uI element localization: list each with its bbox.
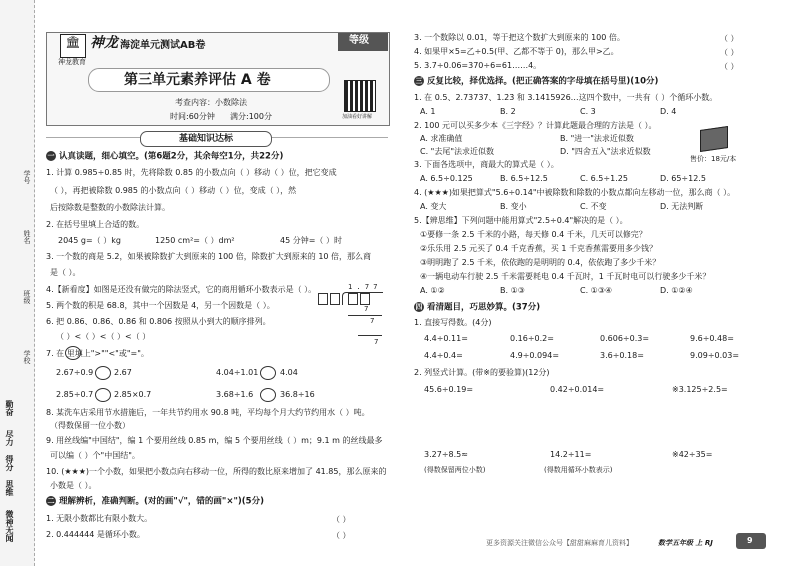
footer-book: 数学五年级 上 RJ [658, 539, 713, 547]
q7-circle-1[interactable] [95, 366, 111, 380]
q7-item-2: 2.67 [114, 368, 132, 377]
section-2-heading [46, 496, 264, 508]
calc-1-4[interactable]: 9.6÷0.48= [690, 334, 734, 343]
q7-heading-circle [65, 346, 81, 360]
q9-line1: 9. 用丝线编"中国结"，编 1 个要用丝线 0.85 m，编 5 个要用丝线（ ）m；9.1 m 的丝线最多 [46, 436, 383, 445]
q2a: 2045 g=（ ）kg [58, 236, 121, 245]
sidebar-name: 姓名 [23, 230, 31, 244]
page-title: 第三单元素养评估 A 卷 [124, 72, 271, 88]
division-row-1: 7 [364, 305, 369, 313]
choice-5-item-3: ③明明跑了 2.5 千米，依依跑的是明明的 0.4，依依跑了多少千米？ [420, 258, 661, 267]
choice-4-c[interactable]: C. 不变 [580, 202, 607, 211]
choice-5-b[interactable]: B. ①③ [500, 286, 525, 295]
choice-5-item-4: ④一辆电动车行驶 2.5 千米需要耗电 0.4 千瓦时，1 千瓦时电可以行驶多少千米？ [420, 272, 711, 281]
calc-1-2[interactable]: 0.16÷0.2= [510, 334, 554, 343]
sidebar-class: 班级 [23, 290, 31, 304]
calc-2-5[interactable]: 14.2÷11= [550, 450, 592, 459]
choice-4-a[interactable]: A. 变大 [420, 202, 447, 211]
section-banner [140, 131, 272, 147]
brand-name: 神龙 [90, 35, 118, 51]
judge-3: 3. 一个数除以 0.01，等于把这个数扩大到原来的 100 倍。 [414, 33, 625, 42]
choice-5-c[interactable]: C. ①③④ [580, 286, 613, 295]
sidebar-school: 学校 [23, 350, 31, 364]
q10-line2: 小数是（ ）。 [50, 481, 97, 490]
choice-1-a[interactable]: A. 1 [420, 107, 436, 116]
calc-2-note-2: (得数用循环小数表示) [544, 466, 613, 474]
division-quotient: 1 . 7 7 [348, 283, 378, 291]
choice-5-d[interactable]: D. ①②④ [660, 286, 693, 295]
judge-2-answer[interactable]: （ ） [332, 531, 351, 540]
scope: 考查内容：小数除法 [175, 98, 247, 107]
sidebar-slogan-1: 勤奋 [5, 400, 14, 416]
q7-circle-3[interactable] [95, 388, 111, 402]
sidebar-slogan-4: 思维 [5, 480, 14, 496]
q7-item-3: 4.04÷1.01 [216, 368, 259, 377]
q2: 2. 在括号里填上合适的数。 [46, 220, 145, 229]
division-box-3 [348, 293, 358, 305]
section-3-text: 反复比较，择优选择。(把正确答案的字母填在括号里)(10分) [427, 76, 659, 87]
division-box-1 [318, 293, 328, 305]
calc-2-6[interactable]: ※42÷35= [672, 450, 713, 459]
division-line-2 [358, 335, 382, 336]
q4: 4.【新看度】如图是还没有做完的除法竖式，它的商用循环小数表示是（ ）。 [46, 285, 317, 294]
judge-3-answer[interactable]: （ ） [720, 34, 739, 43]
book-icon [700, 126, 728, 152]
judge-4: 4. 如果甲×5=乙÷0.5(甲、乙都不等于 0)，那么甲>乙。 [414, 47, 619, 56]
judge-4-answer[interactable]: （ ） [720, 48, 739, 57]
section-number-icon: 二 [47, 497, 55, 505]
section-number-icon: 一 [47, 152, 55, 160]
choice-1-d[interactable]: D. 4 [660, 107, 677, 116]
sidebar-slogan-3: 得分 [5, 455, 14, 471]
choice-4-d[interactable]: D. 无法判断 [660, 202, 704, 211]
calc-1-3[interactable]: 0.606÷0.3= [600, 334, 650, 343]
calc-1-heading: 1. 直接写得数。(4分) [414, 318, 492, 327]
q7-circle-2[interactable] [260, 366, 276, 380]
choice-3-d[interactable]: D. 65÷12.5 [660, 174, 706, 183]
choice-3: 3. 下面各选项中，商最大的算式是（ ）。 [414, 160, 559, 169]
section-number-icon: 四 [415, 303, 423, 311]
choice-2-d[interactable]: D. "四舍五入"法求近似数 [560, 147, 651, 156]
choice-5: 5.【辨思维】下列问题中能用算式"2.5÷0.4"解决的是（ ）。 [414, 216, 628, 225]
q6-line2: （ ）<（ ）<（ ）<（ ） [56, 332, 151, 341]
logo: 🏛 [60, 34, 86, 58]
score: 满分:100分 [230, 112, 272, 121]
calc-1-1[interactable]: 4.4÷0.11= [424, 334, 468, 343]
calc-2-note-1: (得数保留两位小数) [424, 466, 486, 474]
division-box-2 [330, 293, 340, 305]
sidebar-bottom: 微神无闻 [5, 510, 14, 542]
choice-4-b[interactable]: B. 变小 [500, 202, 527, 211]
logo-caption: 神龙教育 [58, 58, 86, 66]
division-figure [318, 283, 388, 353]
choice-1: 1. 在 0.5、2.73737、1.2̇3̇ 和 3.1415926…这四个数中，一共有（ ）个循环小数。 [414, 93, 718, 102]
q8-line1: 8. 某洗车店采用节水措施后，一年共节约用水 90.8 吨，平均每个月大约节约用水（ ）吨。 [46, 408, 370, 417]
choice-4: 4. (★★★)如果把算式"5.6÷0.14"中被除数和除数的小数点都向左移动一位，那么商（ ）。 [414, 188, 736, 197]
calc-1-6[interactable]: 4.9÷0.094= [510, 351, 560, 360]
choice-5-a[interactable]: A. ①② [420, 286, 445, 295]
q7-item-7: 3.68÷1.6 [216, 390, 254, 399]
calc-1-7[interactable]: 3.6÷0.18= [600, 351, 644, 360]
q1-line3: 后按除数是整数的小数除法计算。 [50, 203, 170, 212]
q7-item-6: 2.85×0.7 [114, 390, 152, 399]
q3-line2: 是（ ）。 [50, 268, 81, 277]
sidebar-slogan-2: 尽力 [5, 430, 14, 446]
q7: 7. 在 里填上">""<"或"="。 [46, 349, 149, 358]
section-number-icon: 三 [415, 77, 423, 85]
choice-2-a[interactable]: A. 求准确值 [420, 134, 463, 143]
choice-3-b[interactable]: B. 6.5÷12.5 [500, 174, 548, 183]
judge-1-answer[interactable]: （ ） [332, 515, 351, 524]
division-row-2: 7 [370, 317, 375, 325]
q3-line1: 3. 一个数的商是 5.2，如果被除数扩大到原来的 100 倍，除数扩大到原来的 10 倍，那么商 [46, 252, 372, 261]
section-1-text: 认真读题，细心填空。(第6题2分，其余每空1分，共22分) [59, 151, 284, 162]
choice-3-a[interactable]: A. 6.5÷0.125 [420, 174, 473, 183]
banner-text: 基础知识达标 [178, 134, 233, 144]
choice-5-item-1: ①要修一条 2.5 千米的小路，每天修 0.4 千米，几天可以修完？ [420, 230, 647, 239]
choice-2-b[interactable]: B. "进一"法求近似数 [560, 134, 634, 143]
q7-circle-4[interactable] [260, 388, 276, 402]
division-box-4 [360, 293, 370, 305]
choice-3-c[interactable]: C. 6.5÷1.25 [580, 174, 628, 183]
judge-5-answer[interactable]: （ ） [720, 62, 739, 71]
qr-code[interactable] [344, 80, 376, 112]
choice-5-item-2: ②乐乐用 2.5 元买了 0.4 千克香蕉，买 1 千克香蕉需要用多少钱？ [420, 244, 657, 253]
judge-1: 1. 无限小数都比有限小数大。 [46, 514, 153, 523]
page-number: 9 [747, 536, 753, 545]
q1-line2: （ ），再把被除数 0.985 的小数点向（ ）移动（ ）位，变成（ ），然 [50, 186, 297, 195]
calc-1-8[interactable]: 9.09÷0.03= [690, 351, 740, 360]
judge-5: 5. 3.7÷0.06=370÷6=61……4。 [414, 61, 542, 70]
choice-1-b[interactable]: B. 2 [500, 107, 516, 116]
time: 时间:60分钟 [170, 112, 215, 121]
calc-2-4[interactable]: 3.27÷8.5≈ [424, 450, 468, 459]
q7-item-4: 4.04 [280, 368, 298, 377]
q6-line1: 6. 把 0.86、0.86̇、0.8̇6̇ 和 0.806 按照从小到大的顺序排列。 [46, 317, 271, 326]
section-1-heading [46, 151, 283, 163]
calc-2-heading: 2. 列竖式计算。(带※的要验算)(12分) [414, 368, 550, 377]
section-3-heading [414, 76, 658, 88]
q2b: 1250 cm²=（ ）dm² [155, 236, 235, 245]
q7-item-5: 2.85÷0.7 [56, 390, 94, 399]
grade-label: 等级 [349, 35, 369, 46]
calc-2-3[interactable]: ※3.125÷2.5= [672, 385, 728, 394]
q8-line2: （得数保留一位小数） [50, 421, 130, 430]
calc-2-1[interactable]: 45.6÷0.19= [424, 385, 474, 394]
judge-2: 2. 0.444444 是循环小数。 [46, 530, 145, 539]
q7-item-8: 36.8÷16 [280, 390, 315, 399]
choice-1-c[interactable]: C. 3 [580, 107, 596, 116]
q1-line1: 1. 计算 0.985÷0.85 时，先将除数 0.85 的小数点向（ ）移动（ ）位，把它变成 [46, 168, 337, 177]
calc-1-5[interactable]: 4.4÷0.4= [424, 351, 463, 360]
q10-line1: 10. (★★★)一个小数，如果把小数点向右移动一位，所得的数比原来增加了 41.85，那么原来的 [46, 467, 387, 476]
division-row-3: 7 [374, 338, 379, 346]
section-4-text: 看清题目，巧思妙算。(37分) [427, 302, 541, 313]
sidebar-id: 学号 [23, 170, 31, 184]
q7-item-1: 2.67÷0.9 [56, 368, 94, 377]
q9-line2: 可以编（ ）个"中国结"。 [50, 451, 140, 460]
choice-2-c[interactable]: C. "去尾"法求近似数 [420, 147, 495, 156]
division-line-1 [348, 315, 382, 316]
qr-caption: 加油看好讲解 [342, 114, 373, 120]
section-2-text: 理解辨析，准确判断。(对的画"√"，错的画"×")(5分) [59, 496, 264, 507]
section-4-heading [414, 302, 540, 314]
q2c: 45 分钟=（ ）时 [280, 236, 342, 245]
calc-2-2[interactable]: 0.42÷0.014= [550, 385, 605, 394]
footer-note: 更多资源关注微信公众号【甜甜麻麻育儿资料】 [486, 539, 633, 547]
choice-2: 2. 100 元可以买多少本《三字经》？计算此题最合理的方法是（ ）。 [414, 121, 657, 130]
q5: 5. 两个数的积是 68.8，其中一个因数是 4，另一个因数是（ ）。 [46, 301, 275, 310]
book-price: 售价：18元/本 [690, 155, 737, 163]
series-name: 海淀单元测试AB卷 [120, 40, 206, 51]
